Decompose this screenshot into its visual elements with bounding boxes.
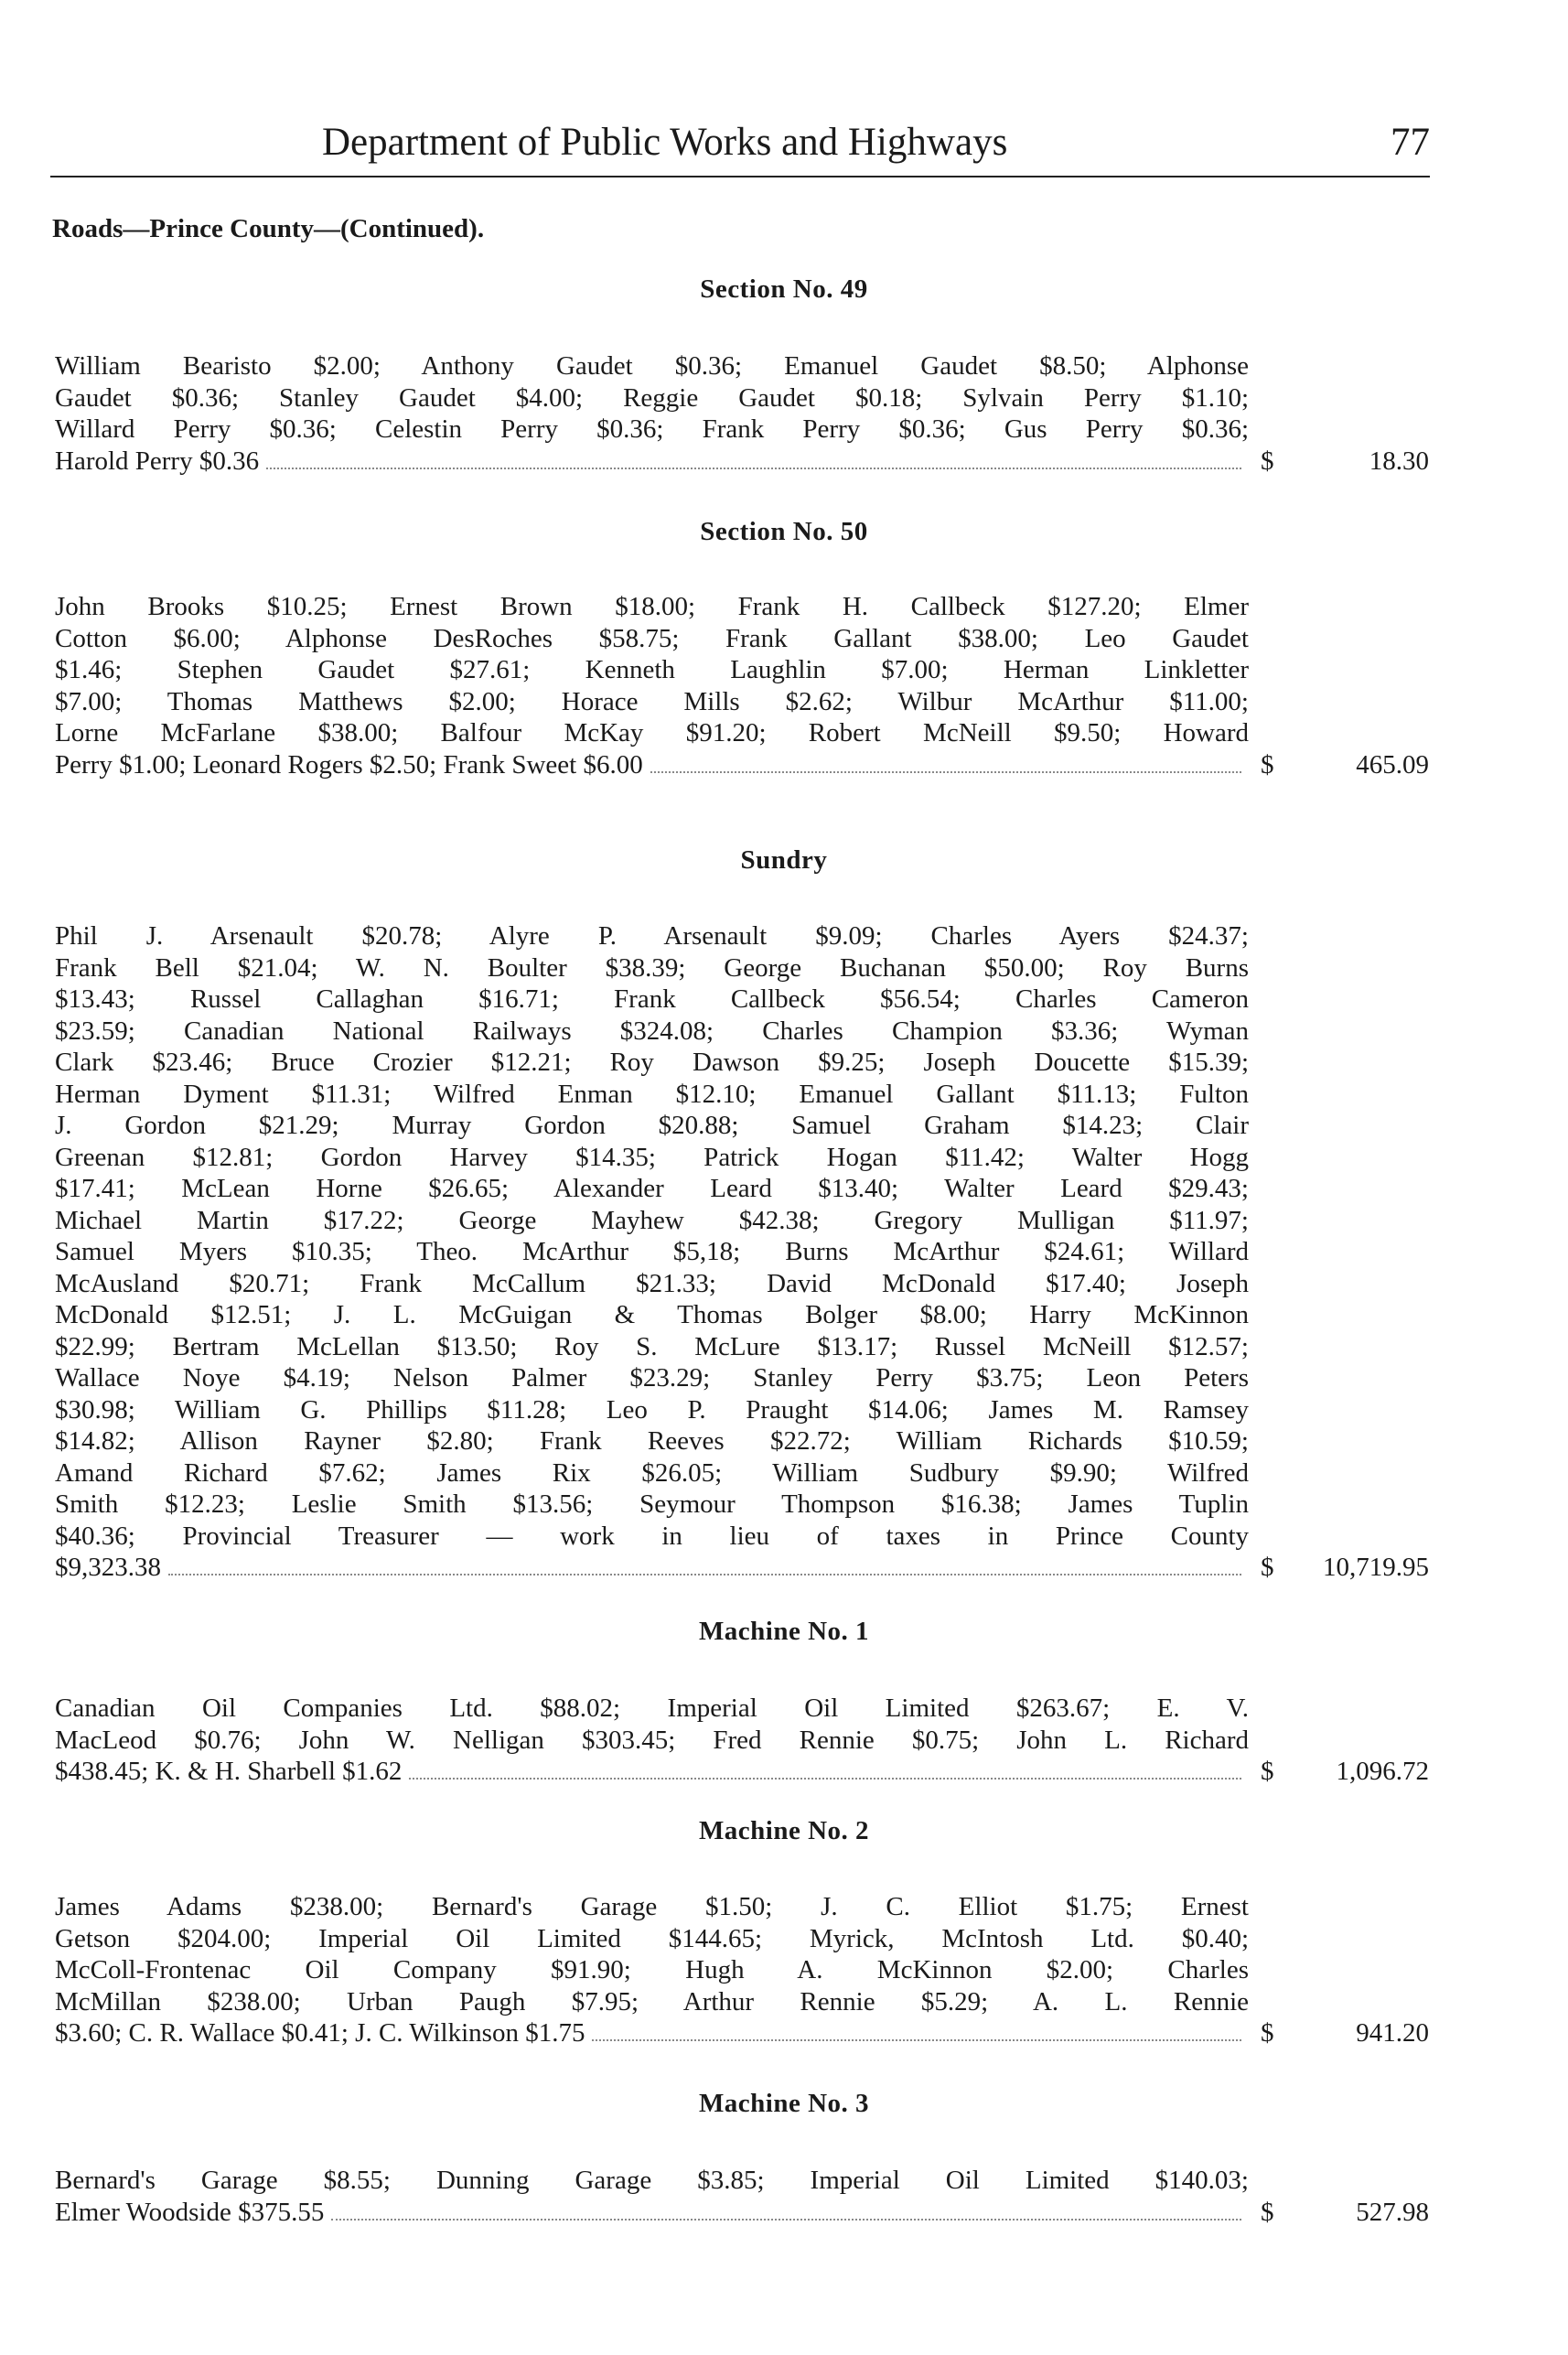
entry-line: $1.46; Stephen Gaudet $27.61; Kenneth Laughlin $7.00; Herman Linkletter [55,655,1249,684]
entry-line: $14.82; Allison Rayner $2.80; Frank Reeves $22.72; William Richards $10.59; [55,1426,1249,1456]
total-amount: 10,719.95 [1323,1553,1429,1582]
entry-line: Phil J. Arsenault $20.78; Alyre P. Arsenault $9.09; Charles Ayers $24.37; [55,921,1249,951]
dot-leader [409,1778,1241,1780]
entry-last-line [55,2017,1249,2049]
entry-line: McAusland $20.71; Frank McCallum $21.33; David McDonald $17.40; Joseph [55,1268,1249,1298]
entry-line: Bernard's Garage $8.55; Dunning Garage $3.85; Imperial Oil Limited $140.03; [55,2166,1249,2195]
entry-line: MacLeod $0.76; John W. Nelligan $303.45; Fred Rennie $0.75; John L. Richard [55,1725,1249,1755]
entry-last-text: $438.45; K. & H. Sharbell $1.62 [55,1757,403,1786]
dot-leader [168,1574,1241,1575]
section-entries [55,920,1249,1584]
entry-last-line [55,749,1249,781]
entry-line: James Adams $238.00; Bernard's Garage $1.50; J. C. Elliot $1.75; Ernest [55,1892,1249,1921]
entry-line: John Brooks $10.25; Ernest Brown $18.00; Frank H. Callbeck $127.20; Elmer [55,592,1249,621]
entry-line: Canadian Oil Companies Ltd. $88.02; Imperial Oil Limited $263.67; E. V. [55,1694,1249,1723]
section-entries [55,2165,1249,2228]
dot-leader [266,468,1241,469]
section-total [1261,1756,1429,1788]
dot-leader [592,2039,1241,2041]
entry-line: McColl-Frontenac Oil Company $91.90; Hugh A. McKinnon $2.00; Charles [55,1955,1249,1984]
entry-line: Greenan $12.81; Gordon Harvey $14.35; Patrick Hogan $11.42; Walter Hogg [55,1142,1249,1172]
entry-line: $40.36; Provincial Treasurer — work in lieu of taxes in Prince County [55,1521,1249,1551]
entry-line: Wallace Noye $4.19; Nelson Palmer $23.29; Stanley Perry $3.75; Leon Peters [55,1363,1249,1393]
entry-line: William Bearisto $2.00; Anthony Gaudet $0.36; Emanuel Gaudet $8.50; Alphonse [55,351,1249,381]
entry-line: Frank Bell $21.04; W. N. Boulter $38.39; George Buchanan $50.00; Roy Burns [55,952,1249,983]
total-amount: 1,096.72 [1336,1757,1429,1786]
entry-line: Herman Dyment $11.31; Wilfred Enman $12.10; Emanuel Gallant $11.13; Fulton [55,1079,1249,1109]
entry-last-text: $3.60; C. R. Wallace $0.41; J. C. Wilkinson $1.75 [55,2018,585,2048]
section-title: Section No. 49 [700,274,868,304]
entry-line: $23.59; Canadian National Railways $324.08; Charles Champion $3.36; Wyman [55,1016,1249,1046]
currency-sign: $ [1261,446,1274,476]
entry-line: $17.41; McLean Horne $26.65; Alexander Leard $13.40; Walter Leard $29.43; [55,1174,1249,1203]
entry-last-text: Perry $1.00; Leonard Rogers $2.50; Frank Sweet $6.00 [55,749,643,780]
entry-line: $30.98; William G. Phillips $11.28; Leo P. Praught $14.06; James M. Ramsey [55,1394,1249,1425]
section-title: Machine No. 3 [698,2089,870,2118]
currency-sign: $ [1261,1553,1274,1582]
section-total [1261,446,1429,478]
currency-sign: $ [1261,2018,1274,2048]
section-title: Section No. 50 [700,517,868,546]
entry-line: McMillan $238.00; Urban Paugh $7.95; Arthur Rennie $5.29; A. L. Rennie [55,1986,1249,2016]
entry-line: Michael Martin $17.22; George Mayhew $42.38; Gregory Mulligan $11.97; [55,1205,1249,1235]
section-title: Sundry [740,845,828,875]
entry-line: $13.43; Russel Callaghan $16.71; Frank Callbeck $56.54; Charles Cameron [55,984,1249,1014]
section-title: Machine No. 1 [698,1617,870,1646]
entry-last-line [55,1756,1249,1788]
entry-line: Lorne McFarlane $38.00; Balfour McKay $91.20; Robert McNeill $9.50; Howard [55,718,1249,747]
entry-line: Amand Richard $7.62; James Rix $26.05; William Sudbury $9.90; Wilfred [55,1457,1249,1488]
section-entries [55,591,1249,780]
total-amount: 941.20 [1356,2018,1429,2048]
entry-line: $7.00; Thomas Matthews $2.00; Horace Mills $2.62; Wilbur McArthur $11.00; [55,686,1249,716]
entry-line: Smith $12.23; Leslie Smith $13.56; Seymour Thompson $16.38; James Tuplin [55,1489,1249,1519]
continued-heading: Roads—Prince County—(Continued). [52,214,485,243]
dot-leader [650,771,1241,773]
section-total [1261,2017,1429,2049]
entry-line: Gaudet $0.36; Stanley Gaudet $4.00; Reggie Gaudet $0.18; Sylvain Perry $1.10; [55,382,1249,413]
total-amount: 527.98 [1356,2197,1429,2227]
entry-last-line [55,446,1249,478]
dot-leader [331,2219,1241,2221]
entry-line: Cotton $6.00; Alphonse DesRoches $58.75; Frank Gallant $38.00; Leo Gaudet [55,623,1249,653]
entry-line: Willard Perry $0.36; Celestin Perry $0.36; Frank Perry $0.36; Gus Perry $0.36; [55,414,1249,444]
entry-line: $22.99; Bertram McLellan $13.50; Roy S. McLure $13.17; Russel McNeill $12.57; [55,1331,1249,1361]
entry-last-text: Harold Perry $0.36 [55,446,260,476]
entry-line: J. Gordon $21.29; Murray Gordon $20.88; Samuel Graham $14.23; Clair [55,1111,1249,1140]
section-total [1261,749,1429,781]
total-amount: 465.09 [1356,749,1429,780]
entry-last-text: $9,323.38 [55,1553,161,1582]
entry-line: Getson $204.00; Imperial Oil Limited $144.65; Myrick, McIntosh Ltd. $0.40; [55,1923,1249,1953]
page-number: 77 [1391,121,1430,164]
entry-last-line [55,2197,1249,2229]
entry-line: McDonald $12.51; J. L. McGuigan & Thomas Bolger $8.00; Harry McKinnon [55,1300,1249,1329]
currency-sign: $ [1261,1757,1274,1786]
entry-line: Clark $23.46; Bruce Crozier $12.21; Roy Dawson $9.25; Joseph Doucette $15.39; [55,1048,1249,1077]
page-header [50,110,1430,177]
section-total [1261,1552,1429,1584]
entry-line: Samuel Myers $10.35; Theo. McArthur $5,18; Burns McArthur $24.61; Willard [55,1237,1249,1266]
section-entries [55,350,1249,477]
entry-last-line [55,1552,1249,1584]
entry-last-text: Elmer Woodside $375.55 [55,2197,325,2227]
section-total [1261,2197,1429,2229]
section-title: Machine No. 2 [698,1816,870,1845]
section-entries [55,1891,1249,2049]
section-entries [55,1693,1249,1788]
currency-sign: $ [1261,2197,1274,2227]
total-amount: 18.30 [1369,446,1429,476]
currency-sign: $ [1261,749,1274,780]
page-title: Department of Public Works and Highways [322,121,1008,164]
